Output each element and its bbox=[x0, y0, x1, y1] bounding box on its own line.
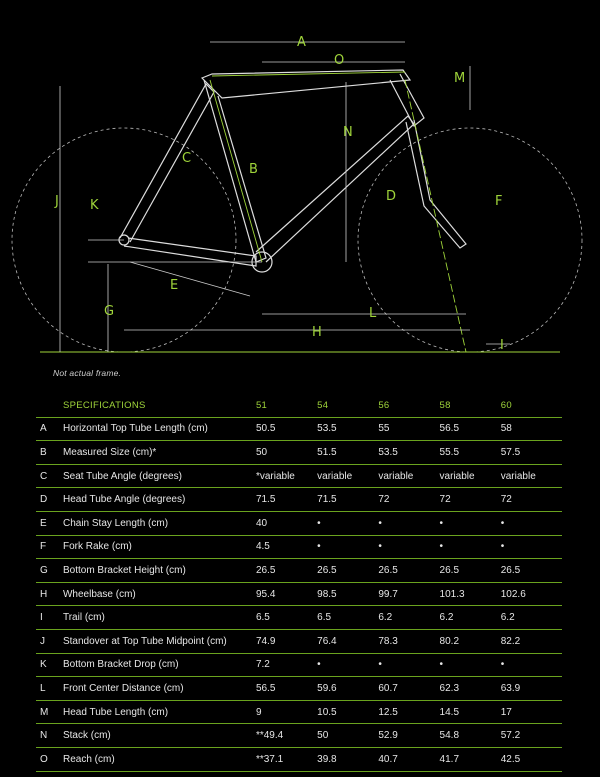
row-value: 56.5 bbox=[440, 417, 501, 441]
row-label: Reach (cm) bbox=[63, 747, 256, 771]
row-code: G bbox=[36, 559, 63, 583]
row-value: variable bbox=[440, 464, 501, 488]
size-header-58: 58 bbox=[440, 394, 501, 417]
table-row bbox=[36, 535, 562, 559]
row-value: 42.5 bbox=[501, 747, 562, 771]
row-value: 26.5 bbox=[440, 559, 501, 583]
dim-label-k: K bbox=[90, 198, 99, 213]
size-header-54: 54 bbox=[317, 394, 378, 417]
dim-label-j: J bbox=[55, 194, 59, 209]
table-row bbox=[36, 488, 562, 512]
row-value: 98.5 bbox=[317, 582, 378, 606]
row-label: Front Center Distance (cm) bbox=[63, 677, 256, 701]
row-value: 40.7 bbox=[378, 747, 439, 771]
row-value: 53.5 bbox=[378, 441, 439, 465]
row-code: F bbox=[36, 535, 63, 559]
row-value: 60.7 bbox=[378, 677, 439, 701]
table-row bbox=[36, 464, 562, 488]
row-code: B bbox=[36, 441, 63, 465]
row-value: 7.2 bbox=[256, 653, 317, 677]
row-code: D bbox=[36, 488, 63, 512]
row-value: 55 bbox=[378, 417, 439, 441]
row-label: Trail (cm) bbox=[63, 606, 256, 630]
size-header-60: 60 bbox=[501, 394, 562, 417]
row-value: 39.8 bbox=[317, 747, 378, 771]
row-value: • bbox=[440, 511, 501, 535]
row-code: K bbox=[36, 653, 63, 677]
row-value: variable bbox=[501, 464, 562, 488]
row-value: 12.5 bbox=[378, 700, 439, 724]
row-value: 72 bbox=[501, 488, 562, 512]
row-value: 55.5 bbox=[440, 441, 501, 465]
row-value: 76.4 bbox=[317, 629, 378, 653]
row-value: • bbox=[501, 535, 562, 559]
row-value: 78.3 bbox=[378, 629, 439, 653]
row-value: 26.5 bbox=[317, 559, 378, 583]
row-value: 14.5 bbox=[440, 700, 501, 724]
table-row bbox=[36, 700, 562, 724]
row-value: 58 bbox=[501, 417, 562, 441]
row-value: 50 bbox=[317, 724, 378, 748]
table-row bbox=[36, 629, 562, 653]
row-label: Stack (cm) bbox=[63, 724, 256, 748]
row-value: 101.3 bbox=[440, 582, 501, 606]
table-header-row bbox=[36, 394, 562, 417]
row-value: • bbox=[440, 653, 501, 677]
row-value: 95.4 bbox=[256, 582, 317, 606]
row-value: **49.4 bbox=[256, 724, 317, 748]
row-label: Horizontal Top Tube Length (cm) bbox=[63, 417, 256, 441]
row-code: E bbox=[36, 511, 63, 535]
table-row bbox=[36, 747, 562, 771]
row-value: 17 bbox=[501, 700, 562, 724]
row-value: 50 bbox=[256, 441, 317, 465]
row-value: 71.5 bbox=[317, 488, 378, 512]
table-row bbox=[36, 582, 562, 606]
table-row bbox=[36, 511, 562, 535]
row-value: • bbox=[317, 535, 378, 559]
row-code: O bbox=[36, 747, 63, 771]
row-value: 56.5 bbox=[256, 677, 317, 701]
table-row bbox=[36, 441, 562, 465]
row-value: • bbox=[501, 653, 562, 677]
row-value: 63.9 bbox=[501, 677, 562, 701]
dim-label-b: B bbox=[249, 162, 258, 177]
row-value: 41.7 bbox=[440, 747, 501, 771]
row-label: Head Tube Angle (degrees) bbox=[63, 488, 256, 512]
row-value: • bbox=[317, 511, 378, 535]
row-label: Standover at Top Tube Midpoint (cm) bbox=[63, 629, 256, 653]
row-code: C bbox=[36, 464, 63, 488]
row-value: 6.2 bbox=[440, 606, 501, 630]
front-wheel bbox=[358, 128, 582, 352]
row-value: 72 bbox=[440, 488, 501, 512]
row-code: N bbox=[36, 724, 63, 748]
row-value: 6.2 bbox=[378, 606, 439, 630]
row-code: L bbox=[36, 677, 63, 701]
row-label: Seat Tube Angle (degrees) bbox=[63, 464, 256, 488]
row-code: M bbox=[36, 700, 63, 724]
row-value: • bbox=[440, 535, 501, 559]
row-value: 80.2 bbox=[440, 629, 501, 653]
row-value: 10.5 bbox=[317, 700, 378, 724]
row-value: • bbox=[378, 511, 439, 535]
row-value: 72 bbox=[378, 488, 439, 512]
row-label: Bottom Bracket Drop (cm) bbox=[63, 653, 256, 677]
dim-label-l: L bbox=[369, 306, 377, 321]
row-value: 57.2 bbox=[501, 724, 562, 748]
spec-header: SPECIFICATIONS bbox=[63, 394, 256, 417]
row-value: *variable bbox=[256, 464, 317, 488]
row-value: 82.2 bbox=[501, 629, 562, 653]
row-code: A bbox=[36, 417, 63, 441]
row-label: Wheelbase (cm) bbox=[63, 582, 256, 606]
row-value: 40 bbox=[256, 511, 317, 535]
row-value: 54.8 bbox=[440, 724, 501, 748]
dim-label-o: O bbox=[334, 53, 345, 68]
row-value: 59.6 bbox=[317, 677, 378, 701]
dim-label-a: A bbox=[297, 35, 306, 50]
dim-label-d: D bbox=[386, 189, 397, 204]
row-code: I bbox=[36, 606, 63, 630]
row-value: • bbox=[501, 511, 562, 535]
dim-label-f: F bbox=[495, 194, 503, 209]
row-value: • bbox=[317, 653, 378, 677]
row-value: 26.5 bbox=[378, 559, 439, 583]
row-value: 53.5 bbox=[317, 417, 378, 441]
row-value: 52.9 bbox=[378, 724, 439, 748]
row-value: 6.5 bbox=[317, 606, 378, 630]
row-value: 102.6 bbox=[501, 582, 562, 606]
size-header-51: 51 bbox=[256, 394, 317, 417]
row-value: • bbox=[378, 653, 439, 677]
row-value: variable bbox=[378, 464, 439, 488]
row-label: Bottom Bracket Height (cm) bbox=[63, 559, 256, 583]
row-value: • bbox=[378, 535, 439, 559]
dim-label-h: H bbox=[312, 325, 322, 340]
row-value: 6.5 bbox=[256, 606, 317, 630]
row-value: 51.5 bbox=[317, 441, 378, 465]
frame bbox=[119, 70, 466, 272]
row-value: 9 bbox=[256, 700, 317, 724]
row-value: 50.5 bbox=[256, 417, 317, 441]
table-row bbox=[36, 559, 562, 583]
table-row bbox=[36, 606, 562, 630]
row-value: 99.7 bbox=[378, 582, 439, 606]
row-label: Measured Size (cm)* bbox=[63, 441, 256, 465]
row-label: Fork Rake (cm) bbox=[63, 535, 256, 559]
dim-label-c: C bbox=[182, 151, 192, 166]
size-header-56: 56 bbox=[378, 394, 439, 417]
row-value: 62.3 bbox=[440, 677, 501, 701]
row-value: 4.5 bbox=[256, 535, 317, 559]
row-label: Head Tube Length (cm) bbox=[63, 700, 256, 724]
dim-label-e: E bbox=[170, 278, 179, 293]
row-value: 26.5 bbox=[501, 559, 562, 583]
row-value: 6.2 bbox=[501, 606, 562, 630]
table-row bbox=[36, 677, 562, 701]
row-code: H bbox=[36, 582, 63, 606]
frame-disclaimer-note: Not actual frame. bbox=[53, 368, 122, 378]
geometry-spec-table bbox=[36, 394, 562, 772]
row-value: variable bbox=[317, 464, 378, 488]
row-value: 57.5 bbox=[501, 441, 562, 465]
table-row bbox=[36, 417, 562, 441]
row-label: Chain Stay Length (cm) bbox=[63, 511, 256, 535]
bike-geometry-diagram bbox=[0, 0, 600, 362]
dim-label-g: G bbox=[104, 304, 115, 319]
table-row bbox=[36, 724, 562, 748]
row-value: 74.9 bbox=[256, 629, 317, 653]
row-value: 71.5 bbox=[256, 488, 317, 512]
dim-label-n: N bbox=[343, 125, 353, 140]
dim-label-m: M bbox=[454, 71, 466, 86]
row-code: J bbox=[36, 629, 63, 653]
dim-label-i: I bbox=[500, 338, 504, 353]
table-row bbox=[36, 653, 562, 677]
row-value: **37.1 bbox=[256, 747, 317, 771]
row-value: 26.5 bbox=[256, 559, 317, 583]
